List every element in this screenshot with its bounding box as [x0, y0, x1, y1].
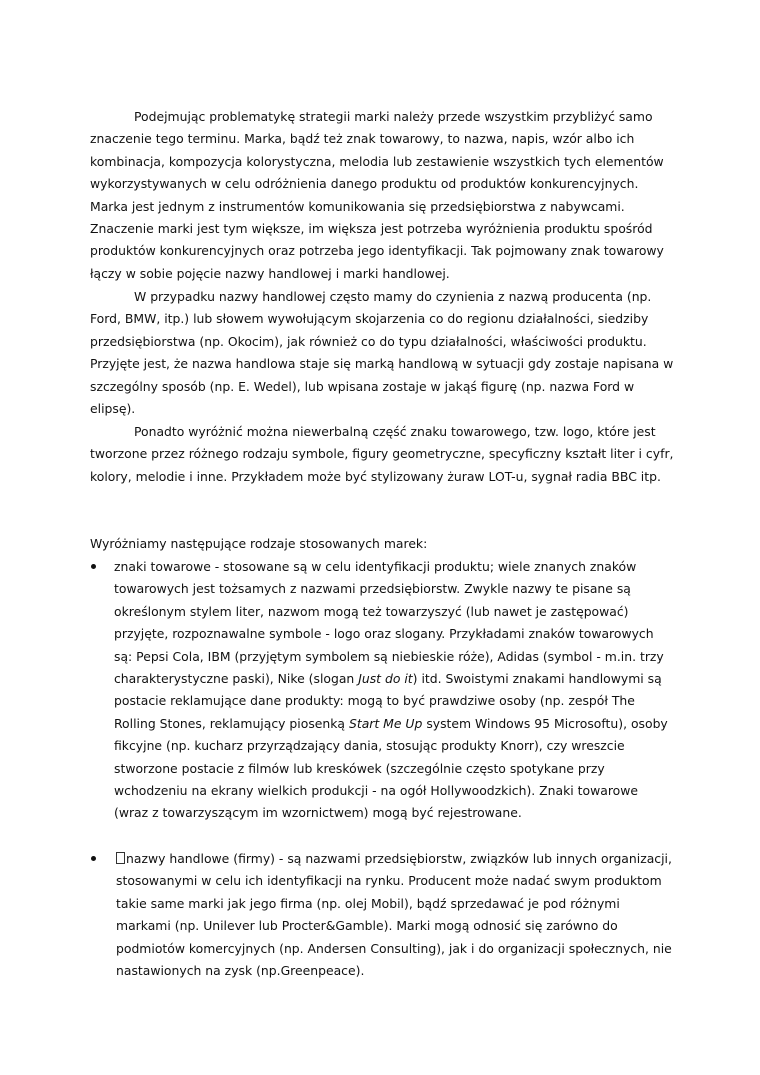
list-item-trade-names: [116, 848, 676, 982]
trademarks-text-part1: znaki towarowe - stosowane są w celu identyfikacji produktu; wiele znanych znaków towarowych jest tożsamych z nazwami przedsiębiorstw. Zwykle nazwy te pisane są określonym stylem liter, nazwom mogą też towarzyszyć (lub nawet je zastępować) przyjęte, rozpoznawalne symbole - logo oraz slogany. Przykładami znaków towarowych są: Pepsi Cola, IBM (przyjętym symbolem są niebieskie róże), Adidas (symbol - m.in. trzy charakterystyczne paski), Nike (slogan: [114, 559, 664, 687]
bullet-dot-icon: [91, 564, 99, 572]
slogan-italic: Just do it: [358, 671, 413, 687]
trade-names-text: nazwy handlowe (firmy) - są nazwami przedsiębiorstw, związków lub innych organizacji, stosowanymi w celu ich identyfikacji na rynku. Producent może nadać swym produktom takie same marki jak jego firma (np. olej Mobil), bądź sprzedawać je pod różnymi markami (np. Unilever lub Procter&Gamble). Marki mogą odnosić się zarówno do podmiotów komercyjnych (np. Andersen Consulting), jak i do organizacji społecznych, nie nastawionych na zysk (np.Greenpeace).: [116, 851, 672, 979]
list-intro: Wyróżniamy następujące rodzaje stosowanych marek:: [90, 536, 428, 551]
bullet-dot-icon: [91, 856, 99, 864]
missing-glyph-icon: [116, 852, 125, 864]
trademarks-text-part3: system Windows 95 Microsoftu), osoby fikcyjne (np. kucharz przyrządzający dania, stosując produkty Knorr), czy wreszcie stworzone postacie z filmów lub kreskówek (szczególnie często spotykane przy wchodzeniu na ekrany wielkich produkcji - na ogół Hollywoodzkich). Znaki towarowe (wraz z towarzyszącym im wzornictwem) mogą być rejestrowane.: [114, 715, 668, 821]
paragraph-trade-name: W przypadku nazwy handlowej często mamy do czynienia z nazwą producenta (np. Ford, BMW, itp.) lub słowem wywołującym skojarzenia co do regionu działalności, siedziby przedsiębiorstwa (np. Okocim), jak również co do typu działalności, właściwości produktu. Przyjęte jest, że nazwa handlowa staje się marką handlową w sytuacji gdy zostaje napisana w szczególny sposób (np. E. Wedel), lub wpisana zostaje w jakąś figurę (np. nazwa Ford w elipsę).: [90, 289, 674, 417]
trademarks-text-part2: ) itd. Swoistymi znakami handlowymi są postacie reklamujące dane produkty: mogą to być prawdziwe osoby (np. zespół The Rolling Stones, reklamujący piosenką: [114, 671, 662, 731]
paragraph-brand-definition: Podejmując problematykę strategii marki należy przede wszystkim przybliżyć samo znaczenie tego terminu. Marka, bądź też znak towarowy, to nazwa, napis, wzór albo ich kombinacja, kompozycja kolorystyczna, melodia lub zestawienie wszystkich tych elementów wykorzystywanych w celu odróżnienia danego produktu od produktów konkurencyjnych. Marka jest jednym z instrumentów komunikowania się przedsiębiorstwa z nabywcami. Znaczenie marki jest tym większe, im większa jest potrzeba wyróżnienia produktu spośród produktów konkurencyjnych oraz potrzeba jego identyfikacji. Tak pojmowany znak towarowy łączy w sobie pojęcie nazwy handlowej i marki handlowej.: [90, 109, 664, 281]
list-item-trademarks: [114, 556, 674, 825]
song-title-italic: Start Me Up: [348, 715, 423, 731]
paragraph-logo: Ponadto wyróżnić można niewerbalną część znaku towarowego, tzw. logo, które jest tworzone przez różnego rodzaju symbole, figury geometryczne, specyficzny kształt liter i cyfr, kolory, melodie i inne. Przykładem może być stylizowany żuraw LOT-u, sygnał radia BBC itp.: [90, 424, 674, 484]
